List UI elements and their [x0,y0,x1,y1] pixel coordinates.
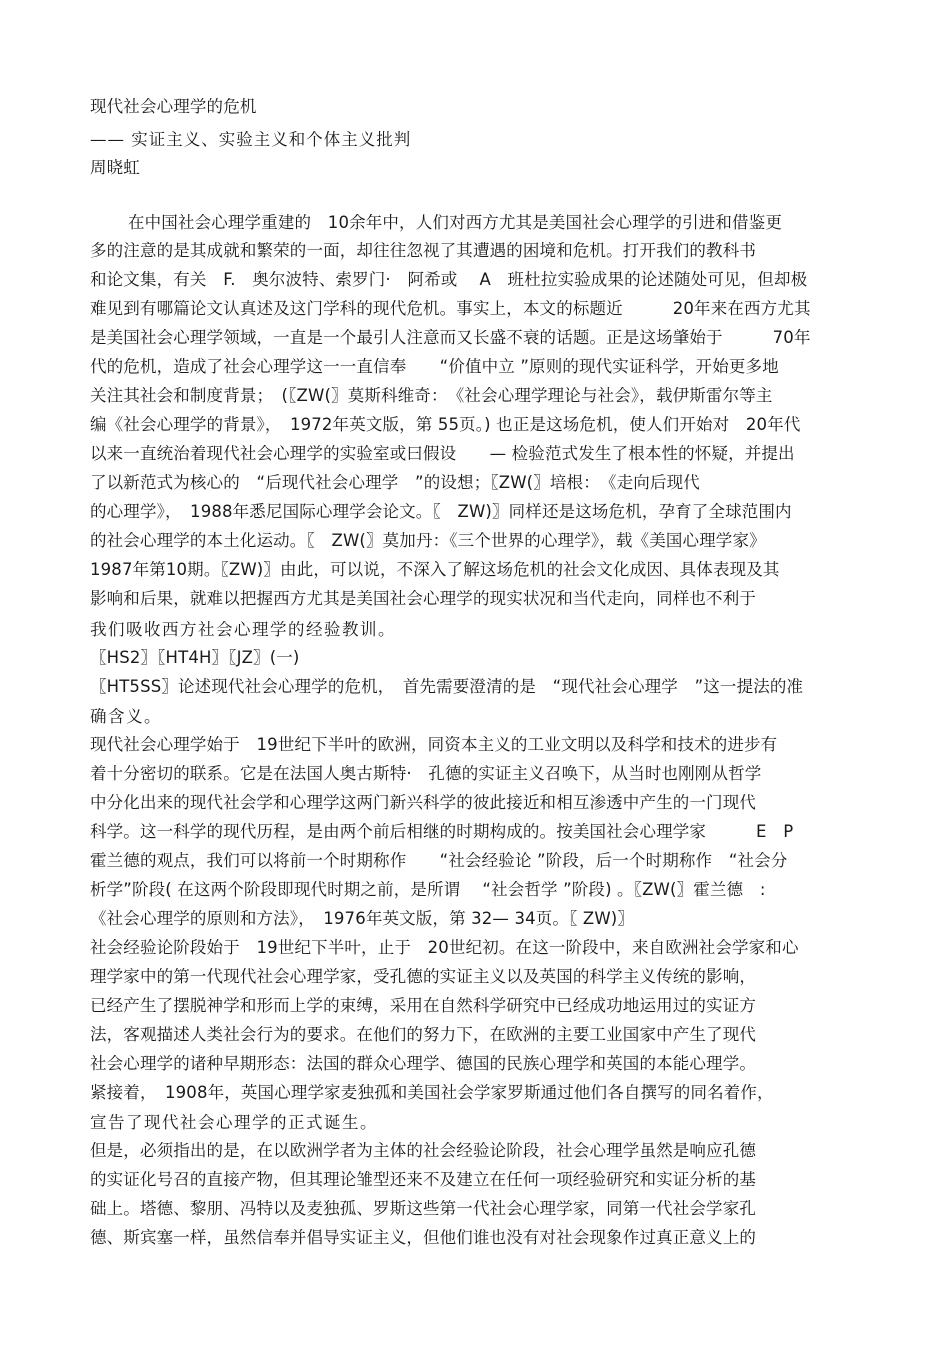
typesetting-code-line: 〖HS2〗〖HT4H〗〖JZ〗(一) [90,648,300,667]
body-line: 但是，必须指出的是，在以欧洲学者为主体的社会经验论阶段，社会心理学虽然是响应孔德 [90,1141,756,1160]
body-line: 析学”阶段( 在这两个阶段即现代时期之前，是所谓 “社会哲学 ”阶段) 。〖ZW(〗霍兰德 : [90,880,766,899]
body-line: 影响和后果，就难以把握西方尤其是美国社会心理学的现实状况和当代走向，同样也不利于 [90,589,756,608]
body-line: 紧接着， 1908年，英国心理学家麦独孤和美国社会学家罗斯通过他们各自撰写的同名着作， [90,1083,774,1102]
body-line: 的实证化号召的直接产物，但其理论雏型还来不及建立在任何一项经验研究和实证分析的基 [90,1170,756,1189]
body-line: 难见到有哪篇论文认真述及这门学科的现代危机。事实上，本文的标题近 20年来在西方尤其 [90,299,811,318]
body-line: 础上。塔德、黎朋、冯特以及麦独孤、罗斯这些第一代社会心理学家，同第一代社会学家孔 [90,1199,756,1218]
body-line: 德、斯宾塞一样，虽然信奉并倡导实证主义，但他们谁也没有对社会现象作过真正意义上的 [90,1228,756,1247]
body-line: 理学家中的第一代现代社会心理学家，受孔德的实证主义以及英国的科学主义传统的影响， [90,967,756,986]
body-line: 以来一直统治着现代社会心理学的实验室或曰假设 — 检验范式发生了根本性的怀疑，并提出 [90,444,795,463]
body-line: 社会经验论阶段始于 19世纪下半叶，止于 20世纪初。在这一阶段中，来自欧洲社会学家和心 [90,938,799,957]
body-line: 中分化出来的现代社会学和心理学这两门新兴科学的彼此接近和相互渗透中产生的一门现代 [90,793,756,812]
body-line: 社会心理学的诸种早期形态：法国的群众心理学、德国的民族心理学和英国的本能心理学。 [90,1054,756,1073]
body-line: 的社会心理学的本土化运动。〖 ZW(〗莫加丹：《三个世界的心理学》，载《美国心理学家》 [90,531,766,550]
body-line: 编《社会心理学的背景》， 1972年英文版，第 55页。) 也正是这场危机，使人们开始对 20年代 [90,415,801,434]
body-line: 多的注意的是其成就和繁荣的一面，却往往忽视了其遭遇的困境和危机。打开我们的教科书 [90,241,756,260]
body-line: 法，客观描述人类社会行为的要求。在他们的努力下，在欧洲的主要工业国家中产生了现代 [90,1025,756,1044]
body-line: 宣告了现代社会心理学的正式诞生。 [90,1113,378,1132]
body-line: 〖HT5SS〗论述现代社会心理学的危机， 首先需要澄清的是 “现代社会心理学 ”这一提法的准 [90,677,804,696]
body-line: 现代社会心理学始于 19世纪下半叶的欧洲，同资本主义的工业文明以及科学和技术的进步有 [90,735,778,754]
body-line: 的心理学》， 1988年悉尼国际心理学会论文。〖 ZW)〗同样还是这场危机，孕育了全球范围内 [90,502,792,521]
body-line: 科学。这一科学的现代历程，是由两个前后相继的时期构成的。按美国社会心理学家 E P [90,822,794,841]
body-line: 了以新范式为核心的 “后现代社会心理学 ”的设想；〖ZW(〗培根： 《走向后现代 [90,473,700,492]
document-title: 现代社会心理学的危机 [90,97,257,116]
body-line: 和论文集，有关 F. 奥尔波特、索罗门· 阿希或 A 班杜拉实验成果的论述随处可见，但却极 [90,270,808,289]
body-line: 已经产生了摆脱神学和形而上学的束缚，采用在自然科学研究中已经成功地运用过的实证方 [90,996,756,1015]
body-line: 确含义。 [90,707,162,726]
body-line: 着十分密切的联系。它是在法国人奥古斯特· 孔德的实证主义召唤下，从当时也刚刚从哲学 [90,764,762,783]
body-line: 《社会心理学的原则和方法》， 1976年英文版，第 32— 34页。〖 ZW)〗 [90,909,635,928]
body-line: 在中国社会心理学重建的 10余年中，人们对西方尤其是美国社会心理学的引进和借鉴更 [128,213,782,232]
body-line: 是美国社会心理学领域，一直是一个最引人注意而又长盛不衰的话题。正是这场肇始于 70年 [90,328,811,347]
document-author: 周晓虹 [90,158,140,177]
body-line: 我们吸收西方社会心理学的经验教训。 [90,620,396,639]
body-line: 1987年第10期。〖ZW)〗由此，可以说，不深入了解这场危机的社会文化成因、具体表现及其 [90,560,780,579]
body-line: 霍兰德的观点，我们可以将前一个时期称作 “社会经验论 ”阶段，后一个时期称作 “社会分 [90,851,788,870]
body-line: 代的危机，造成了社会心理学这一一直信奉 “价值中立 ”原则的现代实证科学，开始更多地 [90,357,779,376]
document-subtitle: —— 实证主义、实验主义和个体主义批判 [90,130,412,149]
body-line: 关注其社会和制度背景； (〖ZW(〗莫斯科维奇： 《社会心理学理论与社会》，载伊斯雷尔等主 [90,386,773,405]
